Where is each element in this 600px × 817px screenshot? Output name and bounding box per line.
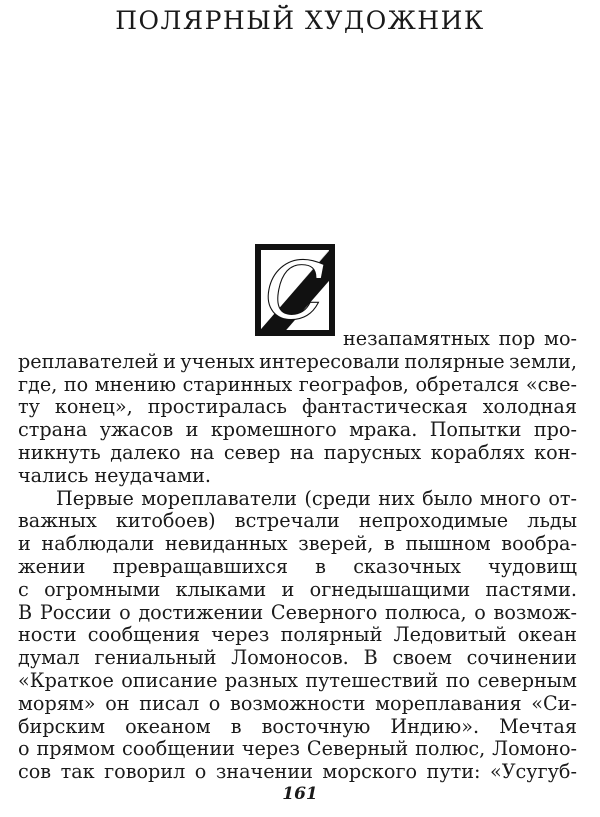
text-line: жении превращавшихся в сказочных чудовищ <box>18 555 577 578</box>
text-line: реплавателей и ученых интересовали полярные земли, <box>18 349 577 373</box>
text-line: сов так говорил о значении морского пути: «Усугуб- <box>18 760 577 784</box>
text-line: страна ужасов и кромешного мрака. Попытки про- <box>18 418 577 442</box>
text-line: ту конец», простиралась фантастическая холодная <box>18 395 577 419</box>
page-number: 161 <box>282 784 318 804</box>
text-line: важных китобоев) встречали непроходимые льды <box>18 509 577 533</box>
text-line: чались неудачами. <box>18 463 212 487</box>
text-line: где, по мнению старинных географов, обретался «све- <box>18 372 577 396</box>
text-line: Первые мореплаватели (среди них было много от- <box>56 486 577 510</box>
text-line: ности сообщения через полярный Ледовитый океан <box>18 623 577 647</box>
text-line: и наблюдали невиданных зверей, в пышном вообра- <box>18 532 577 556</box>
text-line: думал гениальный Ломоносов. В своем сочинении <box>18 646 577 670</box>
text-line: В России о достижении Северного полюса, о возмож- <box>18 600 577 624</box>
text-line: с огромными клыками и огнедышащими пастями. <box>18 577 577 601</box>
text-line: морям» он писал о возможности мореплавания «Си- <box>18 691 577 715</box>
text-line: незапамятных пор мо- <box>343 327 577 350</box>
text-line: о прямом сообщении через Северный полюс, Ломоно- <box>18 737 577 761</box>
drop-cap-letter: С <box>265 247 325 336</box>
text-line: бирским океаном в восточную Индию». Мечтая <box>18 714 577 738</box>
drop-cap-ornament <box>255 244 335 336</box>
page-title: ПОЛЯРНЫЙ ХУДОЖНИК <box>115 6 485 35</box>
text-line: «Краткое описание разных путешествий по северным <box>18 669 577 692</box>
text-line: никнуть далеко на север на парусных кораблях кон- <box>18 441 577 464</box>
